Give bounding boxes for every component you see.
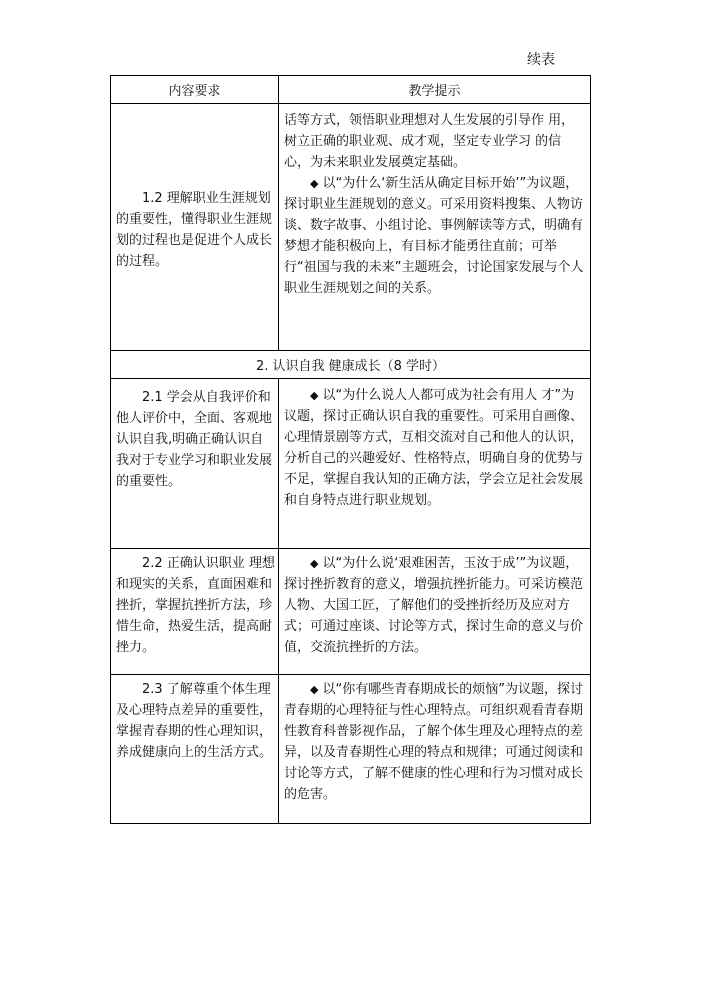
diamond-bullet-icon: ◆ <box>310 683 319 696</box>
teaching-tip-continued-text: 话等方式，领悟职业理想对人生发展的引导作 用，树立正确的职业观、成才观，坚定专业学习 的信心，为未来职业发展奠定基础。 <box>284 113 575 170</box>
content-requirement-cell <box>111 104 279 351</box>
teaching-tip-text: 以“为什么说‘艰难困苦，玉汝于成’”为议题，探讨挫折教育的意义，增强抗挫折能力。可采访模范人物、大国工匠，了解他们的受挫折经历及应对方式；可通过座谈、讨论等方式，探讨生命的意义与价值，交流抗挫折的方法。 <box>284 556 584 655</box>
teaching-tip-cell <box>279 104 591 351</box>
section-heading-row <box>111 351 591 379</box>
curriculum-table <box>110 75 591 824</box>
requirement-text: 1.2 理解职业生涯规划的重要性，懂得职业生涯规划的过程也是促进个人成长的过程。 <box>116 191 273 269</box>
content-requirement-cell <box>111 379 279 549</box>
content-requirement-cell <box>111 549 279 675</box>
diamond-bullet-icon: ◆ <box>310 557 319 570</box>
header-teaching-tips: 教学提示 <box>279 76 591 104</box>
teaching-tip-text: 以“为什么说人人都可成为社会有用人 才”为议题，探讨正确认识自我的重要性。可采用自画像、心理情景剧等方式，互相交流对自己和他人的认识，分析自己的兴趣爱好、性格特点，明确自身的优势与不足，掌握自我认知的正确方法，学会立足社会发展和自身特点进行职业规划。 <box>284 388 584 508</box>
section-heading: 2. 认识自我 健康成长（8 学时） <box>111 351 591 379</box>
requirement-text: 2.1 学会从自我评价和他人评价中，全面、客观地认识自我,明确正确认识自我对于专业学习和职业发展的重要性。 <box>116 390 273 489</box>
requirement-text: 2.3 了解尊重个体生理及心理特点差异的重要性，掌握青春期的性心理知识，养成健康向上的生活方式。 <box>116 682 273 760</box>
teaching-tip-paragraph <box>284 553 587 658</box>
requirement-text: 2.2 正确认识职业 理想和现实的关系，直面困难和挫折，掌握抗挫折方法，珍惜生命，热爱生活，提高耐挫力。 <box>116 556 275 655</box>
table-row <box>111 549 591 675</box>
teaching-tip-cell <box>279 549 591 675</box>
content-table <box>110 75 591 824</box>
teaching-tip-text: 以“你有哪些青春期成长的烦恼”为议题，探讨青春期的心理特征与性心理特点。可组织观看青春期性教育科普影视作品，了解个体生理及心理特点的差异，以及青春期性心理的特点和规律；可通过阅读和讨论等方式，了解不健康的性心理和行为习惯对成长的危害。 <box>284 682 584 802</box>
table-header-row <box>111 76 591 104</box>
content-requirement-cell <box>111 675 279 824</box>
diamond-bullet-icon: ◆ <box>310 389 319 402</box>
header-content-requirements: 内容要求 <box>111 76 279 104</box>
teaching-tip-cell <box>279 379 591 549</box>
teaching-tip-paragraph <box>284 385 587 511</box>
continued-table-label: 续表 <box>527 52 555 68</box>
teaching-tip-paragraph <box>284 679 587 805</box>
diamond-bullet-icon: ◆ <box>310 177 319 190</box>
table-row <box>111 379 591 549</box>
teaching-tip-text: 以“为什么‘新生活从确定目标开始’”为议题，探讨职业生涯规划的意义。可采用资料搜集、人物访谈、数字故事、小组讨论、事例解读等方式，明确有梦想才能积极向上，有目标才能勇往直前；可举行“祖国与我的未来”主题班会，讨论国家发展与个人职业生涯规划之间的关系。 <box>284 176 584 296</box>
table-row <box>111 675 591 824</box>
teaching-tip-paragraph <box>284 173 587 299</box>
table-row <box>111 104 591 351</box>
teaching-tip-cell <box>279 675 591 824</box>
